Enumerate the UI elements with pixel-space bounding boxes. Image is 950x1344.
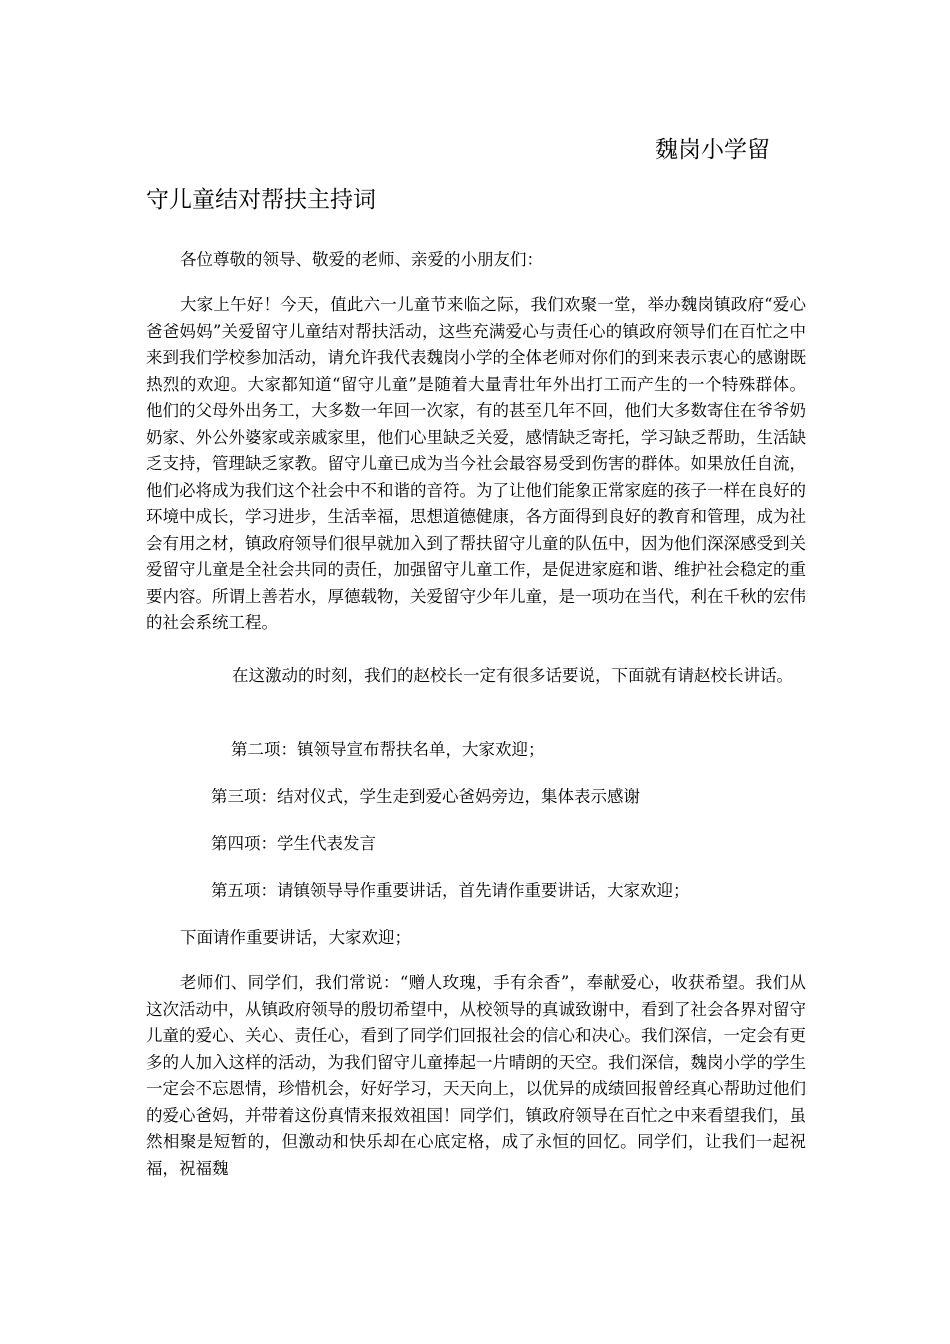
document-title-part1: 魏岗小学留 bbox=[655, 137, 770, 163]
intro-paragraph: 大家上午好！今天，值此六一儿童节来临之际，我们欢聚一堂，举办魏岗镇政府“爱心爸爸妈妈”关爱留守儿童结对帮扶活动，这些充满爱心与责任心的镇政府领导们在百忙之中来到我们学校参加活动，请允许我代表魏岗小学的全体老师对你们的到来表示衷心的感谢既热烈的欢迎。大家都知道“留守儿童”是随着大量青壮年外出打工而产生的一个特殊群体。他们的父母外出务工，大多数一年回一次家，有的甚至几年不回，他们大多数寄住在爷爷奶奶家、外公外婆家或亲戚家里，他们心里缺乏关爱，感情缺乏寄托，学习缺乏帮助，生活缺乏支持，管理缺乏家教。留守儿童已成为当今社会最容易受到伤害的群体。如果放任自流，他们必将成为我们这个社会中不和谐的音符。为了让他们能象正常家庭的孩子一样在良好的环境中成长，学习进步，生活幸福，思想道德健康，各方面得到良好的教育和管理，成为社会有用之材，镇政府领导们很早就加入到了帮扶留守儿童的队伍中，因为他们深深感受到关爱留守儿童是全社会共同的责任，加强留守儿童工作，是促进家庭和谐、维护社会稳定的重要内容。所谓上善若水，厚德载物，关爱留守少年儿童，是一项功在当代，利在千秋的宏伟的社会系统工程。 bbox=[146, 295, 806, 632]
program-item-4: 第四项：学生代表发言 bbox=[211, 834, 376, 853]
greeting-paragraph: 各位尊敬的领导、敬爱的老师、亲爱的小朋友们： bbox=[180, 250, 543, 269]
speech-invite-paragraph: 在这激动的时刻，我们的赵校长一定有很多话要说，下面就有请赵校长讲话。 bbox=[232, 666, 793, 685]
document-title-part2: 守儿童结对帮扶主持词 bbox=[146, 187, 376, 213]
program-item-3: 第三项：结对仪式，学生走到爱心爸妈旁边，集体表示感谢 bbox=[211, 787, 640, 806]
closing-paragraph: 老师们、同学们，我们常说：“赠人玫瑰，手有余香”，奉献爱心，收获希望。我们从这次活动中，从镇政府领导的殷切希望中，从校领导的真诚致谢中，看到了社会各界对留守儿童的爱心、关心、责任心，看到了同学们回报社会的信心和决心。我们深信，一定会有更多的人加入这样的活动，为我们留守儿童捧起一片晴朗的天空。我们深信，魏岗小学的学生一定会不忘恩情，珍惜机会，好好学习，天天向上，以优异的成绩回报曾经真心帮助过他们的爱心爸妈，并带着这份真情来报效祖国！同学们，镇政府领导在百忙之中来看望我们，虽然相聚是短暂的，但激动和快乐却在心底定格，成了永恒的回忆。同学们，让我们一起祝福，祝福魏 bbox=[146, 973, 806, 1178]
program-item-5: 第五项：请镇领导导作重要讲话，首先请作重要讲话，大家欢迎； bbox=[211, 881, 690, 900]
program-item-2: 第二项：镇领导宣布帮扶名单，大家欢迎； bbox=[231, 740, 545, 759]
next-speech-paragraph: 下面请作重要讲话，大家欢迎； bbox=[180, 928, 411, 947]
